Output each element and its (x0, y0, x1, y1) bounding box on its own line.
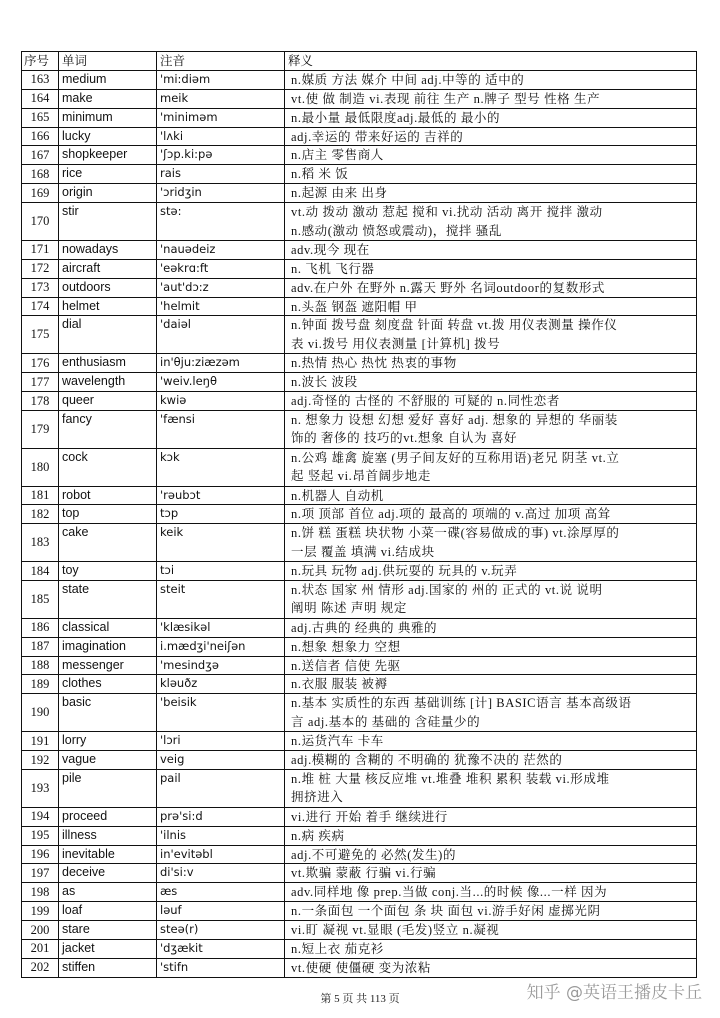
row-phonetic: 'lɔri (157, 732, 285, 750)
row-word: deceive (59, 864, 157, 882)
row-word: top (59, 505, 157, 523)
table-row (21, 71, 697, 90)
table-row (21, 165, 697, 184)
row-number: 185 (21, 581, 59, 618)
row-word: jacket (59, 940, 157, 958)
row-phonetic: rais (157, 165, 285, 183)
row-number: 182 (21, 505, 59, 523)
row-phonetic: tɔi (157, 562, 285, 580)
header-phonetic: 注音 (157, 52, 285, 70)
table-row (21, 146, 697, 165)
meaning-line: n.媒质 方法 媒介 中间 adj.中等的 适中的 (291, 72, 525, 87)
meaning-line: 饰的 奢侈的 技巧的vt.想象 自认为 喜好 (291, 431, 518, 446)
row-meaning (285, 619, 697, 637)
meaning-line: vi.进行 开始 着手 继续进行 (291, 809, 448, 824)
row-meaning (285, 449, 697, 486)
meaning-line: 一层 覆盖 填满 vi.结成块 (291, 544, 435, 559)
row-phonetic: i.mædʒi'neiʃən (157, 638, 285, 656)
table-row (21, 109, 697, 128)
row-meaning (285, 505, 697, 523)
row-meaning (285, 487, 697, 505)
row-word: dial (59, 316, 157, 353)
row-phonetic: steit (157, 581, 285, 618)
table-row (21, 411, 697, 449)
meaning-line: n.店主 零售商人 (291, 148, 384, 163)
row-phonetic: in'θju:ziæzəm (157, 354, 285, 372)
table-row (21, 921, 697, 940)
row-number: 186 (21, 619, 59, 637)
row-phonetic: æs (157, 883, 285, 901)
row-phonetic: 'fænsi (157, 411, 285, 448)
row-number: 193 (21, 770, 59, 807)
row-number: 167 (21, 146, 59, 164)
meaning-line: adv.同样地 像 prep.当做 conj.当...的时候 像...一样 因为 (291, 885, 608, 900)
row-phonetic: ləuf (157, 902, 285, 920)
row-number: 191 (21, 732, 59, 750)
meaning-line: n.病 疾病 (291, 828, 345, 843)
table-row (21, 902, 697, 921)
table-row (21, 298, 697, 317)
meaning-line: n.公鸡 雄禽 旋塞 (男子间友好的互称用语)老兄 阴茎 vt.立 (291, 450, 620, 465)
row-number: 174 (21, 298, 59, 316)
table-row (21, 694, 697, 732)
row-meaning (285, 165, 697, 183)
table-row (21, 241, 697, 260)
meaning-line: vi.盯 凝视 vt.显眼 (毛发)竖立 n.凝视 (291, 923, 500, 938)
meaning-line: n.波长 波段 (291, 375, 358, 390)
row-phonetic: steə(r) (157, 921, 285, 939)
row-number: 184 (21, 562, 59, 580)
row-word: fancy (59, 411, 157, 448)
row-number: 173 (21, 279, 59, 297)
table-row (21, 392, 697, 411)
row-meaning (285, 241, 697, 259)
table-row (21, 959, 697, 978)
row-number: 196 (21, 846, 59, 864)
row-meaning (285, 921, 697, 939)
table-row (21, 864, 697, 883)
row-word: toy (59, 562, 157, 580)
meaning-line: n.堆 桩 大量 核反应堆 vt.堆叠 堆积 累积 装载 vi.形成堆 (291, 771, 610, 786)
meaning-line: n.想象 想象力 空想 (291, 639, 401, 654)
row-number: 183 (21, 524, 59, 561)
row-word: shopkeeper (59, 146, 157, 164)
row-number: 172 (21, 260, 59, 278)
table-row (21, 487, 697, 506)
table-row (21, 373, 697, 392)
row-word: minimum (59, 109, 157, 127)
row-word: clothes (59, 675, 157, 693)
page-footer: 第 5 页 共 113 页 (320, 993, 400, 1005)
table-row (21, 657, 697, 676)
row-meaning (285, 71, 697, 89)
table-row (21, 619, 697, 638)
meaning-line: 表 vi.拨号 用仪表测量 [计算机] 拨号 (291, 336, 501, 351)
row-word: imagination (59, 638, 157, 656)
row-number: 194 (21, 808, 59, 826)
meaning-line: n.运货汽车 卡车 (291, 734, 384, 749)
row-meaning (285, 562, 697, 580)
table-row (21, 203, 697, 241)
row-number: 192 (21, 751, 59, 769)
row-meaning (285, 751, 697, 769)
meaning-line: n.状态 国家 州 情形 adj.国家的 州的 正式的 vt.说 说明 (291, 583, 603, 598)
row-phonetic: 'daiəl (157, 316, 285, 353)
row-phonetic: kɔk (157, 449, 285, 486)
row-word: vague (59, 751, 157, 769)
meaning-line: n.衣服 服装 被褥 (291, 677, 388, 692)
table-row (21, 524, 697, 562)
row-phonetic: 'ʃɔp.ki:pə (157, 146, 285, 164)
meaning-line: vt.使硬 使僵硬 变为浓粘 (291, 960, 431, 975)
row-number: 166 (21, 128, 59, 146)
meaning-line: adv.现今 现在 (291, 242, 370, 257)
row-meaning (285, 959, 697, 977)
row-number: 169 (21, 184, 59, 202)
row-phonetic: 'mesindʒə (157, 657, 285, 675)
table-row (21, 505, 697, 524)
row-phonetic: 'nauədeiz (157, 241, 285, 259)
row-meaning (285, 694, 697, 731)
row-number: 197 (21, 864, 59, 882)
row-phonetic: tɔp (157, 505, 285, 523)
row-word: cock (59, 449, 157, 486)
row-number: 163 (21, 71, 59, 89)
row-meaning (285, 732, 697, 750)
row-meaning (285, 298, 697, 316)
table-row (21, 316, 697, 354)
row-meaning (285, 203, 697, 240)
row-meaning (285, 770, 697, 807)
row-phonetic: veig (157, 751, 285, 769)
table-row (21, 638, 697, 657)
row-word: outdoors (59, 279, 157, 297)
row-meaning (285, 638, 697, 656)
meaning-line: n.稻 米 饭 (291, 167, 349, 182)
row-meaning (285, 524, 697, 561)
row-phonetic: 'stifn (157, 959, 285, 977)
row-word: rice (59, 165, 157, 183)
row-word: messenger (59, 657, 157, 675)
row-phonetic: in'evitəbl (157, 846, 285, 864)
meaning-line: adj.模糊的 含糊的 不明确的 犹豫不决的 茫然的 (291, 753, 563, 768)
row-number: 200 (21, 921, 59, 939)
row-number: 190 (21, 694, 59, 731)
row-word: basic (59, 694, 157, 731)
row-word: stir (59, 203, 157, 240)
row-phonetic: keik (157, 524, 285, 561)
table-row (21, 808, 697, 827)
row-phonetic: kləuðz (157, 675, 285, 693)
row-word: stare (59, 921, 157, 939)
meaning-line: 起 竖起 vi.昂首阔步地走 (291, 469, 431, 484)
row-number: 177 (21, 373, 59, 391)
row-meaning (285, 864, 697, 882)
row-number: 187 (21, 638, 59, 656)
row-number: 171 (21, 241, 59, 259)
meaning-line: n. 飞机 飞行器 (291, 261, 375, 276)
row-meaning (285, 279, 697, 297)
row-phonetic: 'klæsikəl (157, 619, 285, 637)
meaning-line: n.项 顶部 首位 adj.项的 最高的 项端的 v.高过 加项 高耸 (291, 507, 611, 522)
meaning-line: n.送信者 信使 先驱 (291, 658, 401, 673)
header-meaning: 释义 (285, 52, 697, 70)
table-row (21, 128, 697, 147)
table-row (21, 883, 697, 902)
row-number: 201 (21, 940, 59, 958)
row-word: enthusiasm (59, 354, 157, 372)
row-number: 175 (21, 316, 59, 353)
row-meaning (285, 184, 697, 202)
meaning-line: adj.古典的 经典的 典雅的 (291, 620, 438, 635)
table-row (21, 90, 697, 109)
meaning-line: 言 adj.基本的 基础的 含硅量少的 (291, 714, 481, 729)
row-phonetic: 'ilnis (157, 827, 285, 845)
row-meaning (285, 316, 697, 353)
row-number: 189 (21, 675, 59, 693)
row-word: nowadays (59, 241, 157, 259)
vocab-table (21, 51, 697, 978)
watermark: 知乎 @英语王播皮卡丘 (526, 983, 702, 1003)
meaning-line: n.感动(激动 愤怒或震动)，搅拌 骚乱 (291, 223, 502, 238)
table-row (21, 184, 697, 203)
row-word: wavelength (59, 373, 157, 391)
row-word: lorry (59, 732, 157, 750)
row-word: state (59, 581, 157, 618)
row-meaning (285, 373, 697, 391)
row-number: 202 (21, 959, 59, 977)
row-number: 176 (21, 354, 59, 372)
row-phonetic: 'dʒækit (157, 940, 285, 958)
row-word: queer (59, 392, 157, 410)
row-word: inevitable (59, 846, 157, 864)
table-row (21, 279, 697, 298)
row-number: 181 (21, 487, 59, 505)
meaning-line: n.钟面 拨号盘 刻度盘 针面 转盘 vt.拨 用仪表测量 操作仪 (291, 318, 618, 333)
row-phonetic: 'rəubɔt (157, 487, 285, 505)
table-row (21, 260, 697, 279)
row-phonetic: 'helmit (157, 298, 285, 316)
table-row (21, 846, 697, 865)
row-phonetic: prə'si:d (157, 808, 285, 826)
table-header-row (21, 52, 697, 71)
row-phonetic: 'aut'dɔ:z (157, 279, 285, 297)
row-word: stiffen (59, 959, 157, 977)
row-word: medium (59, 71, 157, 89)
row-meaning (285, 883, 697, 901)
meaning-line: adj.幸运的 带来好运的 吉祥的 (291, 129, 464, 144)
row-meaning (285, 808, 697, 826)
row-number: 168 (21, 165, 59, 183)
row-phonetic: 'ɔridʒin (157, 184, 285, 202)
row-meaning (285, 581, 697, 618)
meaning-line: n.一条面包 一个面包 条 块 面包 vi.游手好闲 虚掷光阴 (291, 904, 601, 919)
row-number: 199 (21, 902, 59, 920)
meaning-line: 阐明 陈述 声明 规定 (291, 601, 407, 616)
row-word: helmet (59, 298, 157, 316)
row-phonetic: pail (157, 770, 285, 807)
row-number: 195 (21, 827, 59, 845)
header-word: 单词 (59, 52, 157, 70)
table-row (21, 675, 697, 694)
meaning-line: 拥挤进入 (291, 790, 344, 805)
row-meaning (285, 657, 697, 675)
meaning-line: adj.奇怪的 古怪的 不舒服的 可疑的 n.同性恋者 (291, 394, 560, 409)
meaning-line: adv.在户外 在野外 n.露天 野外 名词outdoor的复数形式 (291, 280, 606, 295)
row-meaning (285, 109, 697, 127)
row-meaning (285, 827, 697, 845)
row-word: as (59, 883, 157, 901)
table-row (21, 751, 697, 770)
row-meaning (285, 128, 697, 146)
table-row (21, 940, 697, 959)
row-number: 170 (21, 203, 59, 240)
row-word: origin (59, 184, 157, 202)
meaning-line: n.短上衣 茄克衫 (291, 941, 384, 956)
row-meaning (285, 902, 697, 920)
row-number: 179 (21, 411, 59, 448)
row-meaning (285, 146, 697, 164)
meaning-line: vt.欺骗 蒙蔽 行骗 vi.行骗 (291, 866, 437, 881)
row-meaning (285, 675, 697, 693)
row-word: robot (59, 487, 157, 505)
table-row (21, 770, 697, 808)
row-meaning (285, 260, 697, 278)
row-meaning (285, 411, 697, 448)
row-word: classical (59, 619, 157, 637)
meaning-line: vt.动 拨动 激动 惹起 搅和 vi.扰动 活动 离开 搅拌 激动 (291, 205, 603, 220)
row-word: loaf (59, 902, 157, 920)
meaning-line: n.机器人 自动机 (291, 488, 384, 503)
row-phonetic: kwiə (157, 392, 285, 410)
row-number: 164 (21, 90, 59, 108)
meaning-line: n.起源 由来 出身 (291, 186, 388, 201)
table-row (21, 562, 697, 581)
row-word: lucky (59, 128, 157, 146)
meaning-line: n.玩具 玩物 adj.供玩耍的 玩具的 v.玩弄 (291, 564, 518, 579)
row-phonetic: 'beisik (157, 694, 285, 731)
table-row (21, 732, 697, 751)
table-row (21, 827, 697, 846)
table-row (21, 449, 697, 487)
meaning-line: n. 想象力 设想 幻想 爱好 喜好 adj. 想象的 异想的 华丽装 (291, 412, 618, 427)
row-meaning (285, 354, 697, 372)
row-phonetic: 'lʌki (157, 128, 285, 146)
row-word: cake (59, 524, 157, 561)
table-row (21, 354, 697, 373)
row-phonetic: 'mi:diəm (157, 71, 285, 89)
row-meaning (285, 90, 697, 108)
row-phonetic: 'eəkrɑ:ft (157, 260, 285, 278)
row-meaning (285, 940, 697, 958)
row-meaning (285, 392, 697, 410)
meaning-line: n.基本 实质性的东西 基础训练 [计] BASIC语言 基本高级语 (291, 696, 632, 711)
row-phonetic: meik (157, 90, 285, 108)
meaning-line: adj.不可避免的 必然(发生)的 (291, 847, 457, 862)
row-word: make (59, 90, 157, 108)
meaning-line: n.热情 热心 热忱 热衷的事物 (291, 356, 457, 371)
row-number: 178 (21, 392, 59, 410)
row-word: aircraft (59, 260, 157, 278)
row-phonetic: stə: (157, 203, 285, 240)
row-phonetic: 'weiv.leŋθ (157, 373, 285, 391)
meaning-line: vt.使 做 制造 vi.表现 前往 生产 n.牌子 型号 性格 生产 (291, 91, 601, 106)
row-meaning (285, 846, 697, 864)
table-body (21, 71, 697, 978)
row-number: 198 (21, 883, 59, 901)
row-number: 188 (21, 657, 59, 675)
header-number: 序号 (21, 52, 59, 70)
row-number: 165 (21, 109, 59, 127)
row-number: 180 (21, 449, 59, 486)
meaning-line: n.饼 糕 蛋糕 块状物 小菜一碟(容易做成的事) vt.涂厚厚的 (291, 526, 620, 541)
row-word: illness (59, 827, 157, 845)
meaning-line: n.头盔 钢盔 遮阳帽 甲 (291, 299, 418, 314)
row-word: proceed (59, 808, 157, 826)
table-row (21, 581, 697, 619)
row-phonetic: 'miniməm (157, 109, 285, 127)
row-word: pile (59, 770, 157, 807)
meaning-line: n.最小量 最低限度adj.最低的 最小的 (291, 110, 501, 125)
row-phonetic: di'si:v (157, 864, 285, 882)
